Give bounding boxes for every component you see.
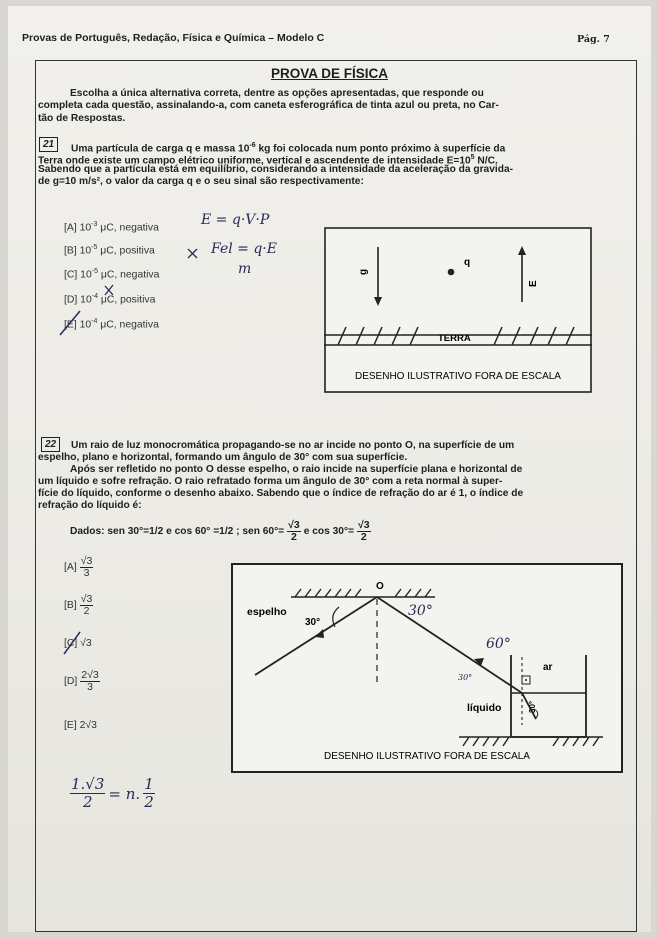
- angle-30-label: 30°: [305, 617, 321, 628]
- q21-option-a[interactable]: [A] $10^{-3}$ μC, negativa: [64, 221, 159, 234]
- selection-slash-icon: [60, 311, 80, 335]
- handwriting-3: m: [238, 261, 252, 277]
- handwriting-1: E = q·V·P: [201, 212, 270, 228]
- q21-text-line-1: Uma partícula de carga q e massa $10^{-6}$ kg foi colocada num ponto próximo à superfície da: [71, 142, 506, 155]
- page-number: Pág. 7: [577, 34, 610, 45]
- q22-option-c[interactable]: [C] √3: [64, 638, 92, 649]
- q22-text-line-6: refração do líquido é:: [38, 500, 142, 511]
- q22-given-data: Dados: sen 30°=1/2 e cos 60° =1/2 ; sen 60°= $\frac{√3}{2}$ e cos 30°= $\frac{√3}{2}$: [70, 519, 370, 543]
- particle-icon: [448, 269, 455, 276]
- handwriting-angle-2: 60°: [486, 636, 511, 652]
- instructions-line-2: completa cada questão, assinalando-a, com caneta esferográfica de tinta azul ou preta, no Car-: [38, 100, 499, 111]
- terra-label: TERRA: [438, 333, 471, 344]
- q21-option-b[interactable]: [B] $10^{-5}$ μC, positiva: [64, 244, 155, 257]
- q22-option-d[interactable]: [D] $\frac{2√3}{3}$: [64, 669, 99, 693]
- instructions-line-3: tão de Respostas.: [38, 113, 126, 124]
- question-22-number: 22: [41, 437, 60, 452]
- air-label: ar: [543, 662, 553, 673]
- q21-text-line-2: Terra onde existe um campo elétrico uniforme, vertical e ascendente de intensidade $E=10^5$ N/C.: [38, 154, 498, 167]
- handwriting-angle-3: 30°: [458, 673, 473, 682]
- page-header: Provas de Português, Redação, Física e Química – Modelo C: [22, 32, 325, 44]
- handwriting-2: Fel = q·E: [211, 241, 277, 257]
- point-o-label: O: [376, 581, 384, 592]
- q21-option-e[interactable]: [E] $10^{-4}$ μC, negativa: [64, 318, 159, 331]
- q21-text-line-3: Sabendo que a partícula está em equilíbrio, considerando a intensidade da aceleração da gravida-: [38, 164, 513, 175]
- q22-option-a[interactable]: [A] $\frac{√3}{3}$: [64, 555, 93, 579]
- q22-text-line-5: fície do líquido, conforme o desenho abaixo. Sabendo que o índice de refração do ar é 1, o índice de: [38, 488, 524, 499]
- cross-mark-icon: [188, 249, 197, 258]
- q22-answer-slash: [60, 628, 90, 656]
- q22-option-e[interactable]: [E] 2√3: [64, 720, 97, 731]
- question-21-number: 21: [39, 137, 58, 152]
- exam-page: [8, 6, 651, 932]
- angle-30-refraction-label: 30°: [528, 700, 537, 713]
- page-title: PROVA DE FÍSICA: [270, 66, 388, 81]
- handwriting-angle-1: 30°: [408, 603, 433, 619]
- q22-option-b[interactable]: [B] $\frac{√3}{2}$: [64, 593, 93, 617]
- e-label: E: [528, 280, 539, 287]
- mirror-label: espelho: [247, 606, 287, 618]
- q22-text-line-1: Um raio de luz monocromática propagando-se no ar incide no ponto O, na superfície de um: [71, 440, 515, 451]
- q21-option-d[interactable]: [D] $10^{-4}$ μC, positiva: [64, 293, 156, 306]
- q22-text-line-2: espelho, plano e horizontal, formando um ângulo de 30° com sua superfície.: [38, 452, 408, 463]
- liquid-label: líquido: [467, 702, 502, 714]
- selection-slash-icon: [64, 632, 80, 654]
- q21-text-line-4: de g=10 m/s², o valor da carga q e o seu sinal são respectivamente:: [38, 176, 364, 187]
- q21-figure-caption: DESENHO ILUSTRATIVO FORA DE ESCALA: [355, 371, 561, 382]
- q22-text-line-3: Após ser refletido no ponto O desse espelho, o raio incide na superfície plana e horizontal de: [70, 464, 523, 475]
- g-label: g: [358, 268, 369, 275]
- handwritten-calculation: $\frac{1.√3}{2}$ = n. $\frac{1}{2}$: [71, 775, 154, 811]
- cross-mark-icon: [105, 285, 113, 295]
- instructions-line-1: Escolha a única alternativa correta, dentre as opções apresentadas, que responde ou: [70, 88, 484, 99]
- q22-figure-caption: DESENHO ILUSTRATIVO FORA DE ESCALA: [324, 751, 530, 762]
- q21-handwritten-marks: [38, 211, 298, 341]
- q21-figure: [324, 227, 592, 393]
- q22-figure: [231, 563, 623, 773]
- q22-text-line-4: um líquido e sofre refração. O raio refratado forma um ângulo de 30° com a reta normal à super-: [38, 476, 503, 487]
- q-label: q: [464, 257, 471, 268]
- q21-option-c[interactable]: [C] $10^{-5}$ μC, negativa: [64, 268, 160, 281]
